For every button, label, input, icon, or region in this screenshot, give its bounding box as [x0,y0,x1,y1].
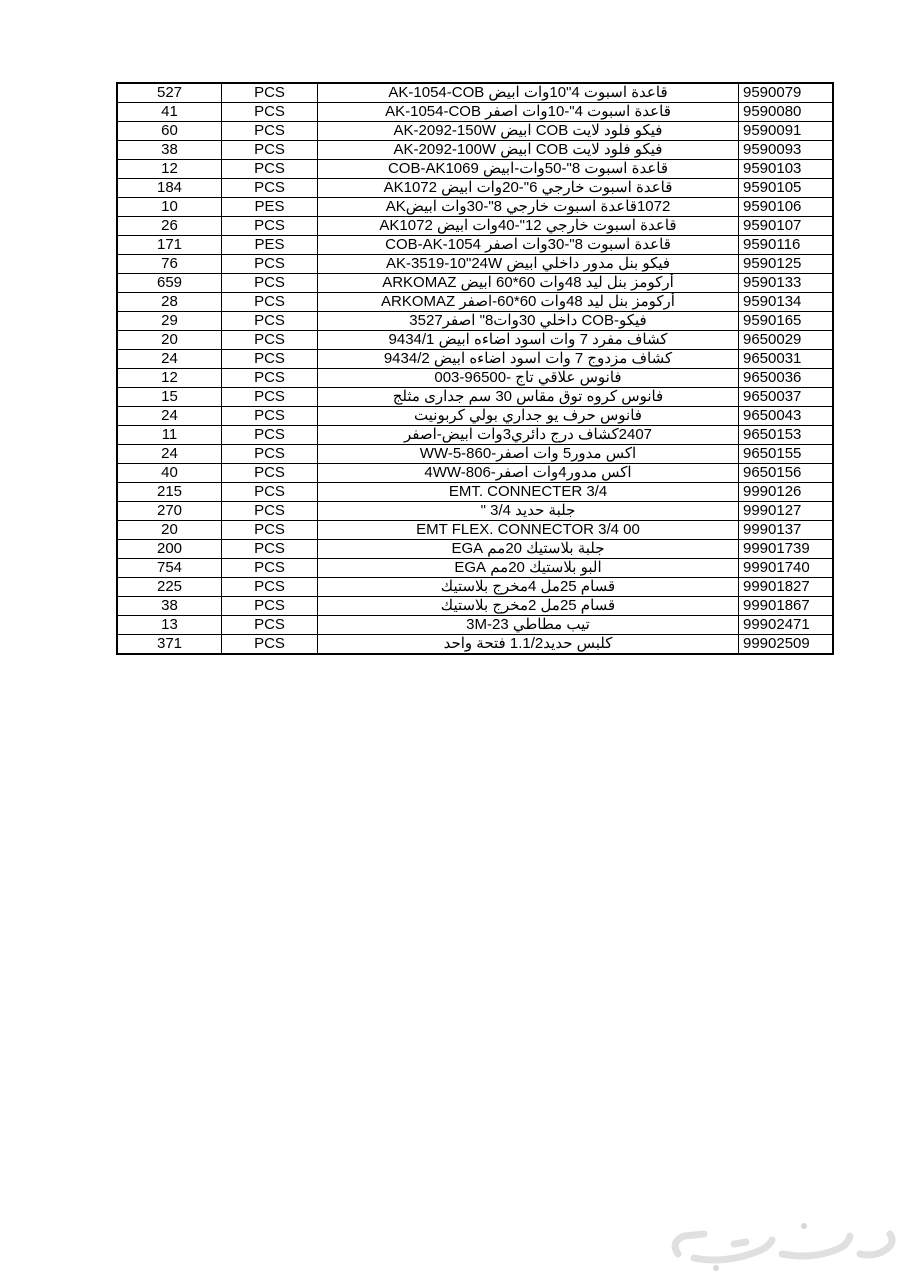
unit-cell: PCS [222,331,318,350]
table-row [117,293,833,312]
item-code-cell: 9990126 [739,483,834,502]
quantity-cell: 24 [117,445,222,464]
description-cell: فيكو-COB داخلي 30وات8" اصفر3527 [318,312,739,331]
description-cell: قسام 25مل 4مخرج بلاستيك [318,578,739,597]
item-code-cell: 9650156 [739,464,834,483]
table-row [117,559,833,578]
description-cell: أركومز بنل ليد 48وات 60*60-اصفر ARKOMAZ [318,293,739,312]
quantity-cell: 15 [117,388,222,407]
table-row [117,426,833,445]
description-cell: أركومز بنل ليد 48وات 60*60 ابيض ARKOMAZ [318,274,739,293]
table-row [117,141,833,160]
unit-cell: PCS [222,464,318,483]
quantity-cell: 215 [117,483,222,502]
unit-cell: PCS [222,426,318,445]
item-code-cell: 9590134 [739,293,834,312]
quantity-cell: 24 [117,350,222,369]
inventory-table [116,82,834,655]
unit-cell: PES [222,236,318,255]
table-row [117,578,833,597]
table-row [117,540,833,559]
item-code-cell: 99901827 [739,578,834,597]
item-code-cell: 9650031 [739,350,834,369]
description-cell: فانوس كروه توق مقاس 30 سم جدارى مثلج [318,388,739,407]
unit-cell: PCS [222,635,318,655]
description-cell: كشاف مفرد 7 وات اسود اضاءه ابيض 9434/1 [318,331,739,350]
table-row [117,369,833,388]
description-cell: اكس مدور4وات اصفر-4WW-806 [318,464,739,483]
description-cell: تيب مطاطي 3M-23 [318,616,739,635]
unit-cell: PCS [222,445,318,464]
item-code-cell: 9990127 [739,502,834,521]
unit-cell: PES [222,198,318,217]
quantity-cell: 20 [117,521,222,540]
unit-cell: PCS [222,217,318,236]
quantity-cell: 60 [117,122,222,141]
unit-cell: PCS [222,122,318,141]
inventory-sheet [116,82,823,655]
item-code-cell: 99901740 [739,559,834,578]
quantity-cell: 24 [117,407,222,426]
description-cell: قاعدة اسبوت خارجي 6"-20وات ابيض AK1072 [318,179,739,198]
table-row [117,331,833,350]
description-cell: قاعدة اسبوت 8"-50وات-ابيض COB-AK1069 [318,160,739,179]
item-code-cell: 9650153 [739,426,834,445]
unit-cell: PCS [222,312,318,331]
unit-cell: PCS [222,616,318,635]
quantity-cell: 38 [117,141,222,160]
description-cell: كشاف مزدوج 7 وات اسود اضاءه ابيض 9434/2 [318,350,739,369]
description-cell: قاعدة اسبوت خارجي 12"-40وات ابيض AK1072 [318,217,739,236]
description-cell: جلبة بلاستيك 20مم EGA [318,540,739,559]
quantity-cell: 26 [117,217,222,236]
description-cell: فانوس علاقي تاج -96500-003 [318,369,739,388]
description-cell: EMT FLEX. CONNECTOR 3/4 00 [318,521,739,540]
quantity-cell: 527 [117,83,222,103]
unit-cell: PCS [222,83,318,103]
description-cell: قسام 25مل 2مخرج بلاستيك [318,597,739,616]
quantity-cell: 754 [117,559,222,578]
table-row [117,635,833,655]
unit-cell: PCS [222,179,318,198]
item-code-cell: 9590080 [739,103,834,122]
table-row [117,616,833,635]
unit-cell: PCS [222,255,318,274]
table-row [117,198,833,217]
table-row [117,445,833,464]
description-cell: البو بلاستيك 20مم EGA [318,559,739,578]
table-row [117,483,833,502]
table-row [117,597,833,616]
table-row [117,521,833,540]
unit-cell: PCS [222,369,318,388]
table-row [117,122,833,141]
description-cell: قاعدة اسبوت 4"10وات ابيض AK-1054-COB [318,83,739,103]
description-cell: اكس مدور5 وات اصفر-WW-5-860 [318,445,739,464]
item-code-cell: 9590107 [739,217,834,236]
table-row [117,407,833,426]
item-code-cell: 9590125 [739,255,834,274]
item-code-cell: 9590106 [739,198,834,217]
description-cell: فيكو بنل مدور داخلي ابيض AK-3519-10"24W [318,255,739,274]
item-code-cell: 9650036 [739,369,834,388]
quantity-cell: 20 [117,331,222,350]
haraj-watermark-logo [664,1218,900,1273]
item-code-cell: 9590093 [739,141,834,160]
quantity-cell: 11 [117,426,222,445]
item-code-cell: 99901867 [739,597,834,616]
unit-cell: PCS [222,540,318,559]
unit-cell: PCS [222,578,318,597]
table-row [117,502,833,521]
description-cell: 2407كشاف درج دائري3وات ابيض-اصفر [318,426,739,445]
quantity-cell: 371 [117,635,222,655]
description-cell: فانوس حرف يو جداري بولي كربونيت [318,407,739,426]
unit-cell: PCS [222,141,318,160]
table-row [117,464,833,483]
unit-cell: PCS [222,274,318,293]
description-cell: EMT. CONNECTER 3/4 [318,483,739,502]
table-row [117,236,833,255]
unit-cell: PCS [222,502,318,521]
quantity-cell: 171 [117,236,222,255]
item-code-cell: 99901739 [739,540,834,559]
quantity-cell: 225 [117,578,222,597]
quantity-cell: 12 [117,369,222,388]
table-row [117,83,833,103]
table-row [117,217,833,236]
description-cell: قاعدة اسبوت 8"-30وات اصفر COB-AK-1054 [318,236,739,255]
quantity-cell: 40 [117,464,222,483]
item-code-cell: 9650043 [739,407,834,426]
quantity-cell: 659 [117,274,222,293]
unit-cell: PCS [222,350,318,369]
item-code-cell: 99902509 [739,635,834,655]
table-row [117,160,833,179]
quantity-cell: 38 [117,597,222,616]
quantity-cell: 10 [117,198,222,217]
table-row [117,179,833,198]
description-cell: كلبس حديد1.1/2 فتحة واحد [318,635,739,655]
item-code-cell: 9650037 [739,388,834,407]
item-code-cell: 9650155 [739,445,834,464]
unit-cell: PCS [222,407,318,426]
quantity-cell: 184 [117,179,222,198]
description-cell: قاعدة اسبوت 4"-10وات اصفر AK-1054-COB [318,103,739,122]
quantity-cell: 270 [117,502,222,521]
item-code-cell: 9590165 [739,312,834,331]
quantity-cell: 41 [117,103,222,122]
item-code-cell: 9590103 [739,160,834,179]
table-row [117,312,833,331]
unit-cell: PCS [222,483,318,502]
unit-cell: PCS [222,293,318,312]
item-code-cell: 9590133 [739,274,834,293]
item-code-cell: 9650029 [739,331,834,350]
table-row [117,255,833,274]
quantity-cell: 29 [117,312,222,331]
item-code-cell: 99902471 [739,616,834,635]
unit-cell: PCS [222,521,318,540]
description-cell: جلبة حديد 3/4 " [318,502,739,521]
quantity-cell: 12 [117,160,222,179]
quantity-cell: 13 [117,616,222,635]
item-code-cell: 9590116 [739,236,834,255]
item-code-cell: 9990137 [739,521,834,540]
quantity-cell: 28 [117,293,222,312]
unit-cell: PCS [222,388,318,407]
item-code-cell: 9590079 [739,83,834,103]
description-cell: فيكو فلود لايت COB ابيض AK-2092-150W [318,122,739,141]
table-row [117,350,833,369]
unit-cell: PCS [222,559,318,578]
description-cell: 1072قاعدة اسبوت خارجي 8"-30وات ابيضAK [318,198,739,217]
item-code-cell: 9590105 [739,179,834,198]
item-code-cell: 9590091 [739,122,834,141]
inventory-table-body [117,83,833,654]
unit-cell: PCS [222,160,318,179]
unit-cell: PCS [222,597,318,616]
quantity-cell: 76 [117,255,222,274]
table-row [117,103,833,122]
quantity-cell: 200 [117,540,222,559]
table-row [117,388,833,407]
table-row [117,274,833,293]
description-cell: فيكو فلود لايت COB ابيض AK-2092-100W [318,141,739,160]
unit-cell: PCS [222,103,318,122]
